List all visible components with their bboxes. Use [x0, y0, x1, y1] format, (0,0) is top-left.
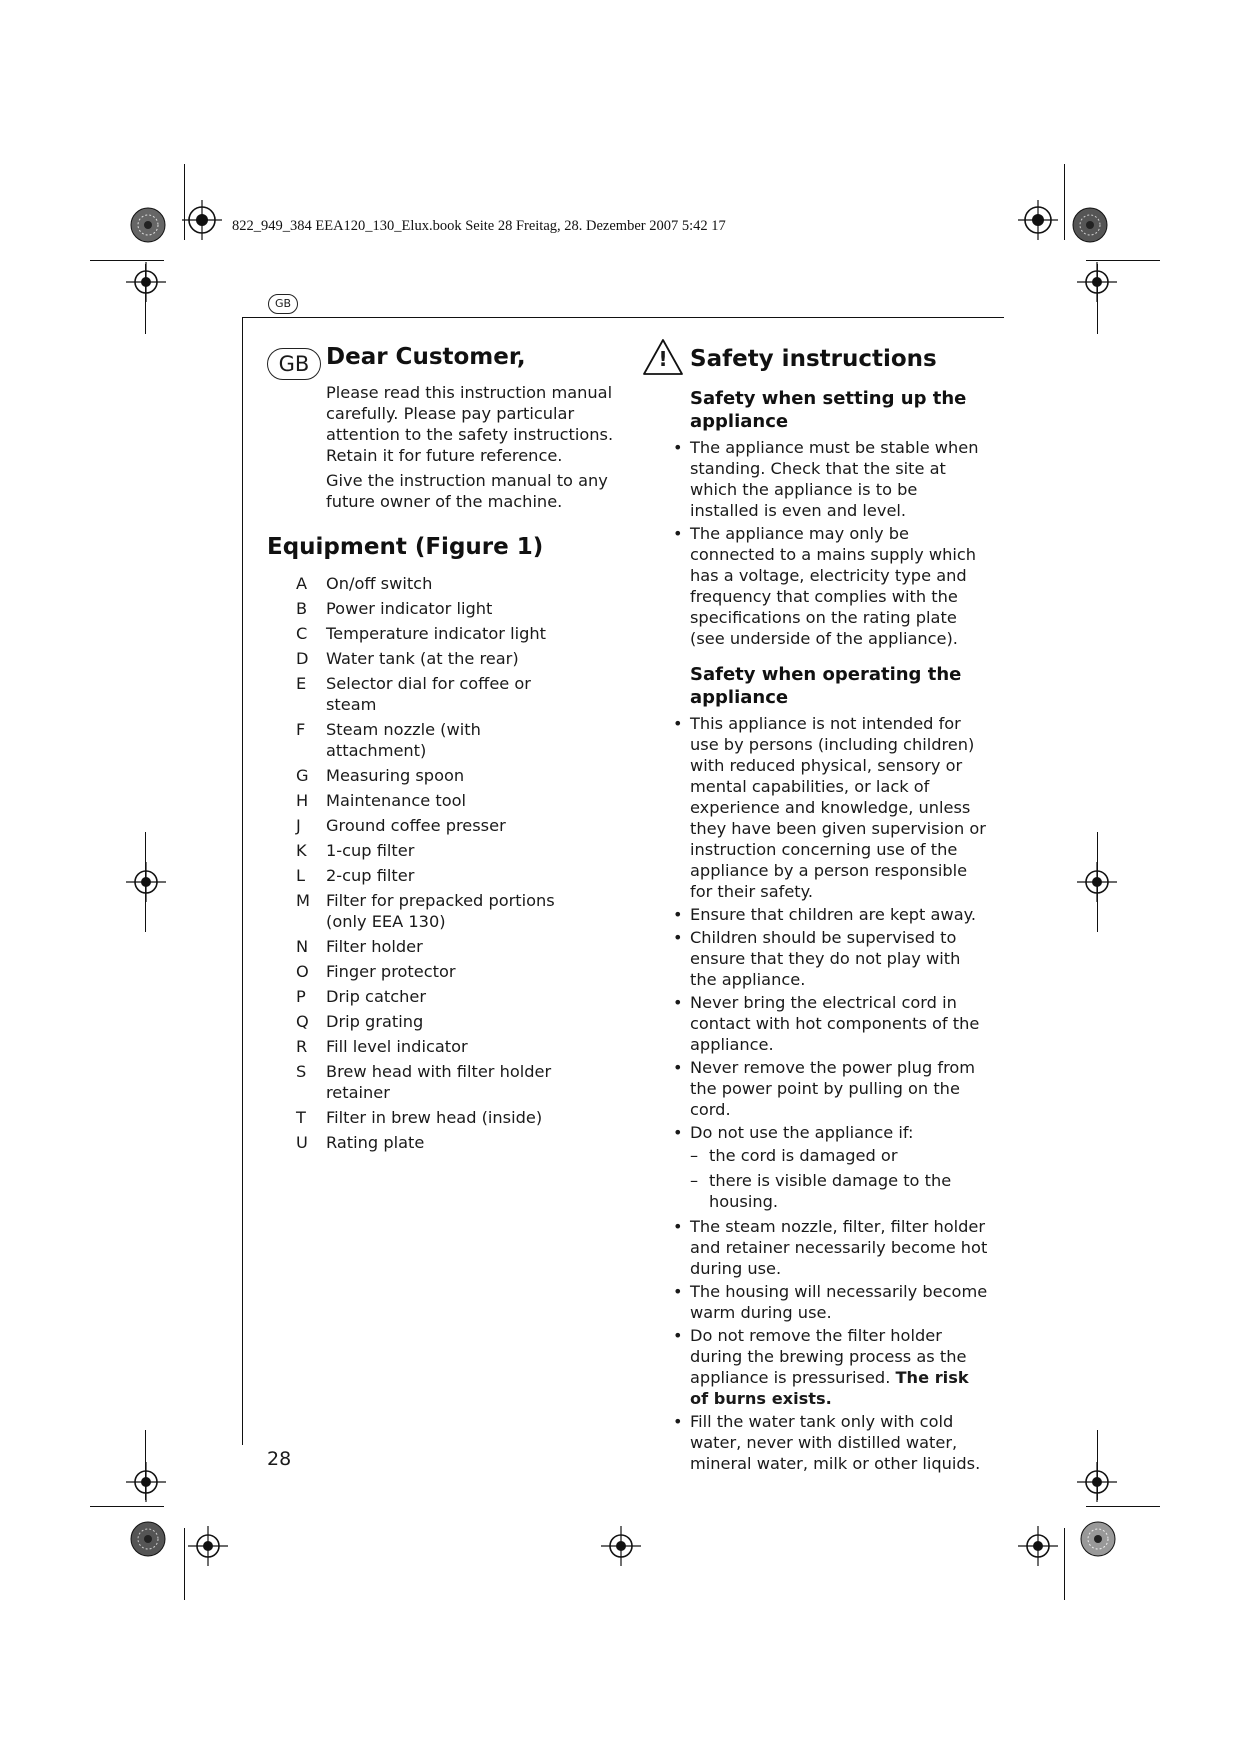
equipment-letter: R: [296, 1037, 308, 1056]
crop-line: [1086, 1506, 1160, 1507]
equipment-letter: K: [296, 841, 307, 860]
equipment-item: [296, 673, 656, 715]
setup-heading: Safety when setting up the appliance: [690, 388, 967, 432]
equipment-label: Drip catcher: [326, 987, 426, 1006]
equipment-item: [296, 648, 656, 669]
equipment-label: Selector dial for coffee or steam: [326, 674, 531, 714]
equipment-label: Brew head with filter holder retainer: [326, 1062, 552, 1102]
equipment-label: Maintenance tool: [326, 791, 467, 810]
intro-paragraph: Please read this instruction manual carefully. Please pay particular attention to the safety instructions. Retain it for future reference.: [326, 383, 614, 465]
equipment-label: 1-cup filter: [326, 841, 415, 860]
registration-mark-bottom-right: [1018, 1526, 1058, 1566]
equipment-label: On/off switch: [326, 574, 433, 593]
equipment-item: [296, 623, 656, 644]
page-margin-rule: [242, 317, 243, 1445]
list-item-text: Do not use the appliance if:: [690, 1123, 914, 1142]
equipment-label: Steam nozzle (with attachment): [326, 720, 481, 760]
equipment-label: Drip grating: [326, 1012, 424, 1031]
print-slug: 822_949_384 EEA120_130_Elux.book Seite 28 Freitag, 28. Dezember 2007 5:42 17: [232, 218, 726, 234]
equipment-item: [296, 719, 656, 761]
equipment-item: [296, 1107, 656, 1128]
sub-list-item: – there is visible damage to the housing.: [690, 1170, 990, 1212]
registration-mark-left-middle: [126, 862, 166, 902]
equipment-label: Water tank (at the rear): [326, 649, 519, 668]
operating-heading: Safety when operating the appliance: [690, 664, 962, 708]
equipment-letter: J: [296, 816, 301, 835]
crop-line: [90, 1506, 164, 1507]
safety-section: [690, 387, 990, 1476]
crop-line: [145, 832, 146, 932]
equipment-letter: T: [296, 1108, 306, 1127]
crop-line: [1097, 1430, 1098, 1500]
list-item: • Fill the water tank only with cold water, never with distilled water, mineral water, milk or other liquids.: [690, 1411, 990, 1474]
list-item: • Ensure that children are kept away.: [690, 904, 990, 925]
setup-bullets: [690, 437, 990, 649]
color-wheel-top-left: [130, 207, 166, 243]
color-wheel-top-right: [1072, 207, 1108, 243]
equipment-letter: U: [296, 1133, 308, 1152]
crop-line: [1086, 260, 1160, 261]
list-item-text: Do not remove the filter holder during the brewing process as the appliance is pressurised.: [690, 1326, 967, 1387]
sub-list-item: – the cord is damaged or: [690, 1145, 990, 1166]
warning-symbol: !: [658, 347, 668, 371]
crop-line: [1097, 264, 1098, 334]
registration-mark-left-bottom: [126, 1462, 166, 1502]
equipment-letter: Q: [296, 1012, 309, 1031]
header-rule: [242, 317, 1004, 318]
list-item: • The appliance must be stable when standing. Check that the site at which the appliance is to be installed is even and level.: [690, 437, 990, 521]
equipment-letter: H: [296, 791, 309, 810]
equipment-label: Power indicator light: [326, 599, 493, 618]
dear-customer-section: [326, 344, 626, 512]
equipment-letter: E: [296, 674, 307, 693]
list-item: • Children should be supervised to ensure that they do not play with the appliance.: [690, 927, 990, 990]
dear-customer-title: Dear Customer,: [326, 344, 526, 370]
color-wheel-bottom-left: [130, 1521, 166, 1557]
crop-line: [184, 164, 185, 240]
equipment-item: [296, 890, 656, 932]
language-badge-small: GB: [268, 294, 298, 314]
equipment-list: [296, 573, 656, 1157]
registration-mark-bottom-center: [601, 1526, 641, 1566]
warning-icon: [642, 338, 684, 380]
crop-line: [145, 1430, 146, 1500]
equipment-label: Filter in brew head (inside): [326, 1108, 543, 1127]
equipment-item: [296, 840, 656, 861]
equipment-title: Equipment (Figure 1): [267, 534, 544, 560]
crop-line: [1064, 164, 1065, 240]
equipment-label: Measuring spoon: [326, 766, 465, 785]
list-item: • The appliance may only be connected to a mains supply which has a voltage, electricity type and frequency that complies with the specifications on the rating plate (see underside of the appliance).: [690, 523, 990, 649]
crop-line: [1064, 1528, 1065, 1600]
equipment-letter: S: [296, 1062, 307, 1081]
equipment-label: Ground coffee presser: [326, 816, 506, 835]
equipment-item: [296, 1036, 656, 1057]
equipment-item: [296, 986, 656, 1007]
equipment-item: [296, 573, 656, 594]
list-item: • The housing will necessarily become warm during use.: [690, 1281, 990, 1323]
equipment-label: Rating plate: [326, 1133, 425, 1152]
color-wheel-bottom-right: [1080, 1521, 1116, 1557]
list-item-with-warning: [690, 1325, 990, 1409]
language-badge: GB: [267, 348, 321, 380]
crop-line: [145, 264, 146, 334]
operating-bullets: [690, 713, 990, 1474]
equipment-label: Filter holder: [326, 937, 423, 956]
equipment-item: [296, 1132, 656, 1153]
equipment-item: [296, 961, 656, 982]
equipment-letter: A: [296, 574, 308, 593]
registration-mark-bottom-left: [188, 1526, 228, 1566]
list-item: • Never remove the power plug from the power point by pulling on the cord.: [690, 1057, 990, 1120]
equipment-item: [296, 790, 656, 811]
equipment-label: 2-cup filter: [326, 866, 415, 885]
equipment-item: [296, 1011, 656, 1032]
burn-warning: The risk of burns exists.: [690, 1368, 969, 1408]
equipment-item: [296, 1061, 656, 1103]
equipment-letter: G: [296, 766, 309, 785]
equipment-item: [296, 865, 656, 886]
equipment-letter: P: [296, 987, 306, 1006]
equipment-letter: N: [296, 937, 309, 956]
crop-line: [90, 260, 164, 261]
list-item: • This appliance is not intended for use by persons (including children) with reduced physical, sensory or mental capabilities, or lack of experience and knowledge, unless they have been given supervision or instruction concerning use of the appliance by a person responsible for their safety.: [690, 713, 990, 902]
safety-title: Safety instructions: [690, 346, 937, 372]
equipment-letter: B: [296, 599, 308, 618]
equipment-letter: L: [296, 866, 306, 885]
registration-mark-top-right: [1018, 200, 1058, 240]
equipment-label: Filter for prepacked portions (only EEA 130): [326, 891, 555, 931]
handover-paragraph: Give the instruction manual to any future owner of the machine.: [326, 471, 608, 511]
equipment-letter: M: [296, 891, 310, 910]
crop-line: [184, 1528, 185, 1600]
equipment-label: Fill level indicator: [326, 1037, 468, 1056]
equipment-item: [296, 765, 656, 786]
registration-mark-top-left: [182, 200, 222, 240]
equipment-item: [296, 815, 656, 836]
equipment-item: [296, 936, 656, 957]
equipment-letter: C: [296, 624, 308, 643]
list-item-with-subitems: [690, 1122, 990, 1212]
equipment-label: Finger protector: [326, 962, 456, 981]
sub-list: [690, 1145, 990, 1212]
page-number: 28: [267, 1448, 292, 1470]
registration-mark-left-top: [126, 262, 166, 302]
equipment-item: [296, 598, 656, 619]
crop-line: [1097, 832, 1098, 932]
list-item: • The steam nozzle, filter, filter holder and retainer necessarily become hot during use.: [690, 1216, 990, 1279]
equipment-letter: O: [296, 962, 309, 981]
equipment-letter: F: [296, 720, 306, 739]
list-item: • Never bring the electrical cord in contact with hot components of the appliance.: [690, 992, 990, 1055]
equipment-letter: D: [296, 649, 309, 668]
equipment-label: Temperature indicator light: [326, 624, 546, 643]
